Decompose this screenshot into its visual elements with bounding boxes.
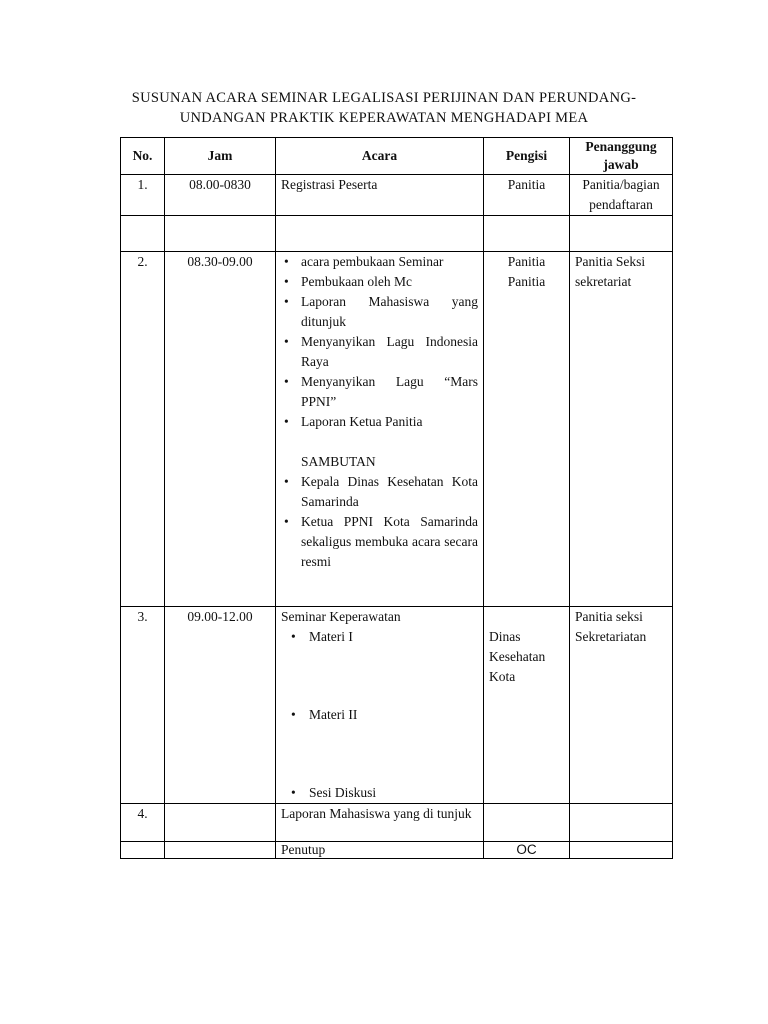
row3-heading: Seminar Keperawatan	[281, 609, 401, 624]
table-row-2	[121, 252, 673, 607]
sambutan-list	[281, 472, 478, 572]
empty-cell	[121, 842, 165, 859]
row1-acara: Registrasi Peserta	[276, 175, 484, 216]
list-item: • Pembukaan oleh Mc	[281, 272, 478, 292]
row1-penanggung-jawab: Panitia/bagian pendaftaran	[570, 175, 673, 216]
table-row-5	[121, 842, 673, 859]
title-line-2: UNDANGAN PRAKTIK KEPERAWATAN MENGHADAPI MEA	[179, 110, 589, 126]
empty-cell	[165, 842, 276, 859]
list-item: • Ketua PPNI Kota Samarinda sekaligus membuka acara secara resmi	[281, 512, 478, 572]
list-item: • Laporan Ketua Panitia	[281, 412, 478, 432]
header-pengisi: Pengisi	[484, 138, 570, 175]
list-item: • Materi I	[281, 627, 478, 647]
row2-agenda-list	[281, 252, 478, 432]
list-item: • Sesi Diskusi	[281, 783, 478, 803]
row1-no: 1.	[121, 175, 165, 216]
table-row-1	[121, 175, 673, 216]
empty-cell	[484, 216, 570, 252]
row2-jam: 08.30-09.00	[165, 252, 276, 607]
row2-pengisi-2: Panitia	[507, 274, 546, 289]
row5-pengisi: OC	[484, 842, 570, 859]
row3-acara	[276, 607, 484, 804]
row2-pengisi-1: Panitia	[507, 254, 546, 269]
list-item: • Menyanyikan Lagu “Mars PPNI”	[281, 372, 478, 412]
row4-no: 4.	[121, 804, 165, 842]
table-row-3	[121, 607, 673, 804]
title-line-1: SUSUNAN ACARA SEMINAR LEGALISASI PERIJINAN DAN PERUNDANG-	[131, 90, 637, 106]
row4-acara: Laporan Mahasiswa yang di tunjuk	[276, 804, 484, 842]
row5-acara: Penutup	[276, 842, 484, 859]
row2-acara	[276, 252, 484, 607]
schedule-table	[120, 137, 673, 859]
list-item: • acara pembukaan Seminar	[281, 252, 478, 272]
row3-no: 3.	[121, 607, 165, 804]
header-jam: Jam	[165, 138, 276, 175]
empty-cell	[121, 216, 165, 252]
table-row-empty	[121, 216, 673, 252]
document-title	[100, 88, 668, 128]
row1-jam: 08.00-0830	[165, 175, 276, 216]
row2-pengisi	[484, 252, 570, 607]
row3-materi-list	[281, 627, 478, 803]
list-item: • Materi II	[281, 705, 478, 725]
header-penanggung-jawab	[570, 138, 673, 175]
row3-penanggung-jawab: Panitia seksi Sekretariatan	[570, 607, 673, 804]
header-acara: Acara	[276, 138, 484, 175]
table-header-row	[121, 138, 673, 175]
empty-cell	[570, 216, 673, 252]
row1-pengisi: Panitia	[484, 175, 570, 216]
list-item: • Laporan Mahasiswa yang ditunjuk	[281, 292, 478, 332]
empty-cell	[165, 216, 276, 252]
list-item: • Menyanyikan Lagu Indonesia Raya	[281, 332, 478, 372]
table-row-4	[121, 804, 673, 842]
header-no: No.	[121, 138, 165, 175]
empty-cell	[484, 804, 570, 842]
header-pj-line1: Penanggung	[585, 139, 657, 154]
empty-cell	[570, 804, 673, 842]
empty-cell	[165, 804, 276, 842]
empty-cell	[276, 216, 484, 252]
list-item: • Kepala Dinas Kesehatan Kota Samarinda	[281, 472, 478, 512]
sambutan-label: SAMBUTAN	[301, 454, 376, 469]
row2-no: 2.	[121, 252, 165, 607]
row2-penanggung-jawab: Panitia Seksi sekretariat	[570, 252, 673, 607]
header-pj-line2: jawab	[603, 157, 639, 172]
row3-jam: 09.00-12.00	[165, 607, 276, 804]
empty-cell	[570, 842, 673, 859]
row3-pengisi: Dinas Kesehatan Kota	[484, 607, 570, 804]
